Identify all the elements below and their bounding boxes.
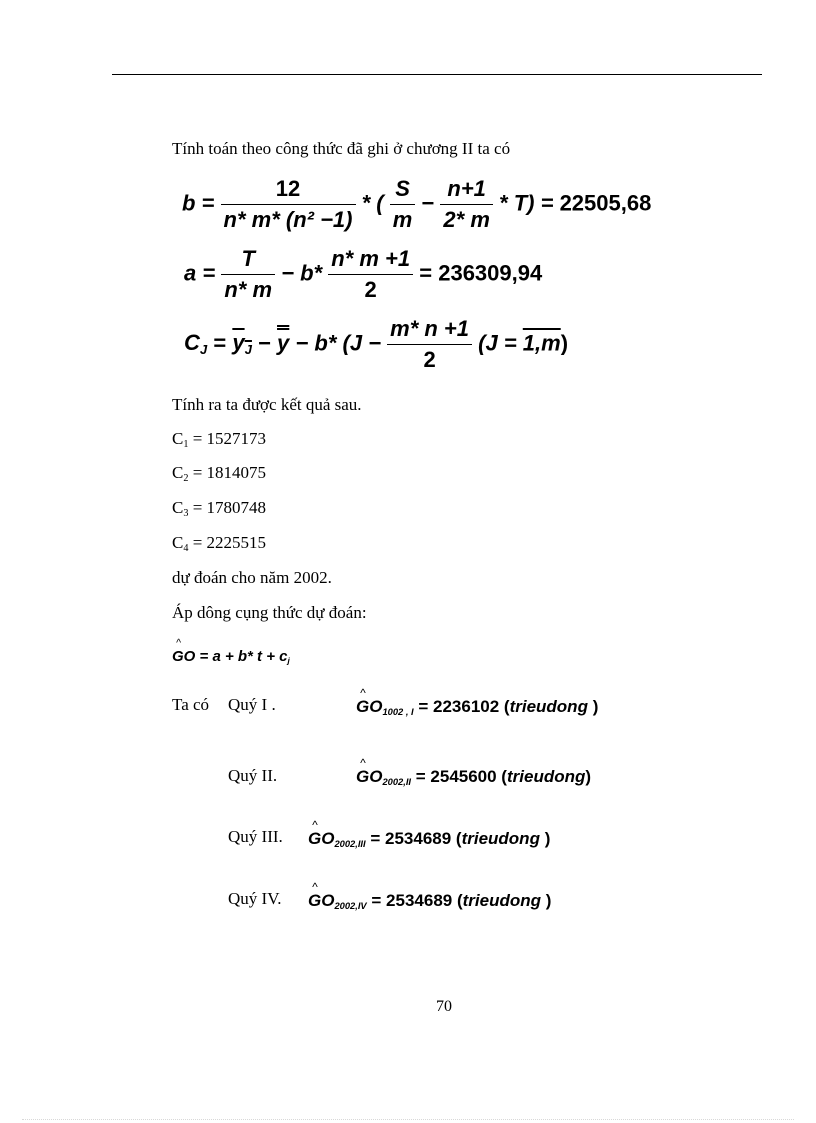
formula-c-lhs: $C_J$: [184, 330, 208, 358]
formula-a-tail: =: [419, 260, 433, 286]
formula-c-tail: (J =: [478, 330, 523, 356]
apply-line: Áp dông cụng thức dự đoán:: [172, 603, 367, 622]
forecast-formula: ^ GO = a + b* $t + c_j$: [172, 648, 290, 665]
taco-label: Ta có: [172, 695, 210, 714]
formula-c-frac: [387, 316, 472, 373]
formula-b-frac1: [221, 176, 356, 233]
formula-b-frac2: [390, 176, 416, 233]
result-c2: $C_2 = 1814075$: [172, 463, 267, 485]
result-c4: $C_4 = 2225515$: [172, 533, 267, 555]
quarter-2-label: Quý II.: [228, 766, 278, 785]
header-rule: [112, 74, 762, 75]
frac3-denominator: 2* m: [440, 204, 492, 233]
formula-b-lhs: b =: [182, 190, 215, 216]
formula-a-lhs: a =: [184, 260, 216, 286]
formula-a-frac1: [221, 246, 275, 303]
frac1-numerator: 12: [275, 176, 301, 201]
formula-b: [182, 176, 651, 233]
frac2-denominator: m: [390, 204, 416, 233]
forecast-line: dự đoán cho năm 2002.: [172, 568, 332, 587]
formula-c-minus: −: [258, 330, 271, 356]
y-double-bar: y: [277, 330, 290, 356]
quarter-4-label: Quý IV.: [228, 889, 282, 908]
formula-b-value: 22505,68: [559, 190, 652, 216]
frac2-numerator: n* m +1: [331, 246, 411, 271]
intro-text: Tính toán theo công thức đã ghi ở chương II ta có: [172, 139, 511, 158]
formula-c-eq: =: [213, 330, 227, 356]
page-number: 70: [436, 998, 452, 1015]
formula-b-frac3: [440, 176, 492, 233]
frac3-numerator: n+1: [447, 176, 486, 201]
formula-a-mid: − b*: [281, 260, 323, 286]
page-bottom-divider: [22, 1119, 794, 1120]
quarter-4-formula: ^ $GO_{2002,IV} = 2534689$ (trieudong ): [308, 891, 551, 911]
formula-a-value: 236309,94: [438, 260, 543, 286]
formula-c: [184, 316, 568, 373]
quarter-3-label: Quý III.: [228, 827, 283, 846]
go-hat-symbol: ^ GO: [172, 648, 195, 665]
frac1-numerator: T: [241, 246, 255, 271]
formula-b-tail: * T) =: [499, 190, 554, 216]
quarter-1-formula: ^ $GO_{1002 , I} = 2236102$ (trieudong ): [356, 697, 598, 717]
frac1-denominator: n* m: [221, 274, 275, 303]
result-c1: $C_1 = 1527173$: [172, 429, 267, 451]
formula-a: [184, 246, 542, 303]
frac-denominator: 2: [387, 344, 472, 373]
frac-numerator: m* n +1: [390, 316, 470, 341]
formula-c-close: ): [560, 330, 569, 356]
quarter-1-label: Quý I .: [228, 695, 276, 714]
frac2-numerator: S: [395, 176, 410, 201]
formula-a-frac2: [328, 246, 413, 303]
formula-b-mid: * (: [361, 190, 384, 216]
formula-b-minus: −: [421, 190, 435, 216]
result-intro: Tính ra ta được kết quả sau.: [172, 395, 362, 414]
formula-c-range: 1,m: [522, 330, 561, 356]
result-c3: $C_3 = 1780748$: [172, 498, 267, 520]
frac2-denominator: 2: [328, 274, 413, 303]
quarter-3-formula: ^ $GO_{2002,III} = 2534689$ (trieudong ): [308, 829, 550, 849]
frac1-denominator: n* m* (n² −1): [221, 204, 356, 233]
quarter-2-formula: ^ $GO_{2002,II} = 2545600$ (trieudong): [356, 767, 591, 787]
y-bar: $y_J$: [232, 330, 252, 358]
formula-c-mid: − b* (J −: [295, 330, 382, 356]
